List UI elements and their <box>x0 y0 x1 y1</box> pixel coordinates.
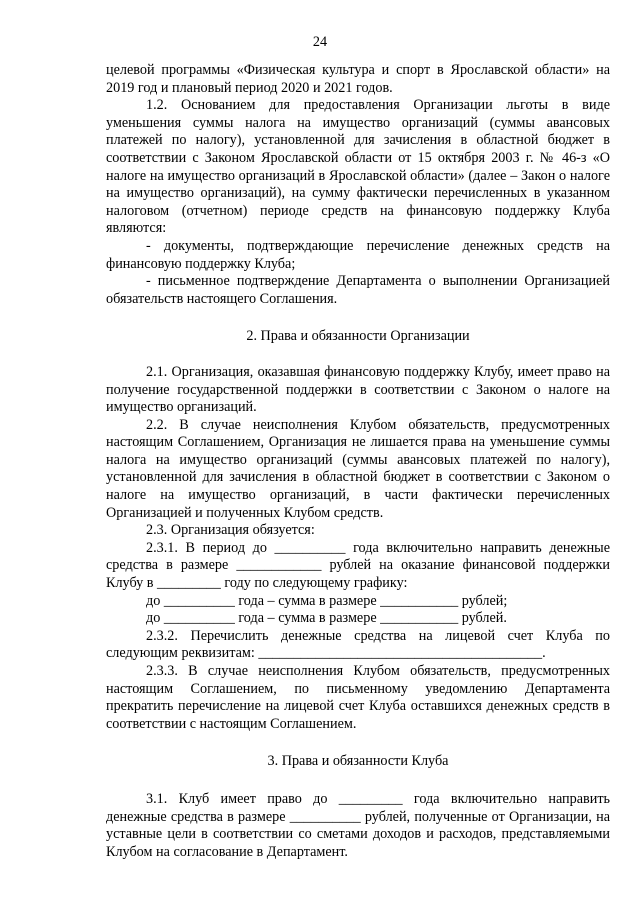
list-item-confirmation: - письменное подтверждение Департамента о выполнении Организацией обязательств настоящего Соглашения. <box>106 273 610 307</box>
paragraph-program-continuation: целевой программы «Физическая культура и спорт в Ярославской области» на 2019 год и плановый период 2020 и 2021 годов. <box>106 62 610 96</box>
paragraph-2-2: 2.2. В случае неисполнения Клубом обязательств, предусмотренных настоящим Соглашением, Организация не лишается права на уменьшение суммы налога на имущество организаций (суммы авансовых платежей по налогу), установленной для зачисления в областной бюджет в соответствии с Законом о налоге на имущество организаций, в части фактически перечисленных Организацией и полученных Клубом средств. <box>106 416 610 521</box>
list-item-documents: - документы, подтверждающие перечисление денежных средств на финансовую поддержку Клуба; <box>106 237 610 272</box>
paragraph-2-3-2: 2.3.2. Перечислить денежные средства на лицевой счет Клуба по следующим реквизитам: ________________________________________. <box>106 627 610 662</box>
paragraph-2-3: 2.3. Организация обязуется: <box>146 522 315 539</box>
schedule-line-1: до __________ года – сумма в размере ___________ рублей; <box>146 592 508 609</box>
paragraph-2-3-3: 2.3.3. В случае неисполнения Клубом обязательств, предусмотренных настоящим Соглашением, по письменному уведомлению Департамента прекратить перечисление на лицевой счет Клуба оставшихся денежных средств в соответствии с настоящим Соглашением. <box>106 663 610 732</box>
section-2-heading: 2. Права и обязанности Организации <box>246 328 470 345</box>
section-3-heading: 3. Права и обязанности Клуба <box>267 753 449 770</box>
paragraph-3-1: 3.1. Клуб имеет право до _________ года включительно направить денежные средства в размере __________ рублей, полученные от Организации, на уставные цели в соответствии со сметами доходов и расходов, представляемыми Клубом на согласование в Департамент. <box>106 790 610 860</box>
paragraph-2-1: 2.1. Организация, оказавшая финансовую поддержку Клубу, имеет право на получение государственной поддержки в соответствии с Законом о налоге на имущество организаций. <box>106 363 610 416</box>
paragraph-1-2: 1.2. Основанием для предоставления Организации льготы в виде уменьшения суммы налога на имущество организаций (суммы авансовых платежей по налогу), установленной для зачисления в областной бюджет в соответствии с Законом Ярославской области от 15 октября 2003 г. № 46-з «О налоге на имущество организаций в Ярославской области» (далее – Закон о налоге на имущество организаций), на сумму фактически перечисленных в указанном налоговом (отчетном) периоде средств на финансовую поддержку Клуба являются: <box>106 97 610 237</box>
schedule-line-2: до __________ года – сумма в размере ___________ рублей. <box>146 610 507 627</box>
page-number: 24 <box>312 34 328 50</box>
paragraph-2-3-1: 2.3.1. В период до __________ года включительно направить денежные средства в размере ____________ рублей на оказание финансовой поддержки Клубу в _________ году по следующему графику: <box>106 539 610 592</box>
document-body <box>106 62 610 861</box>
